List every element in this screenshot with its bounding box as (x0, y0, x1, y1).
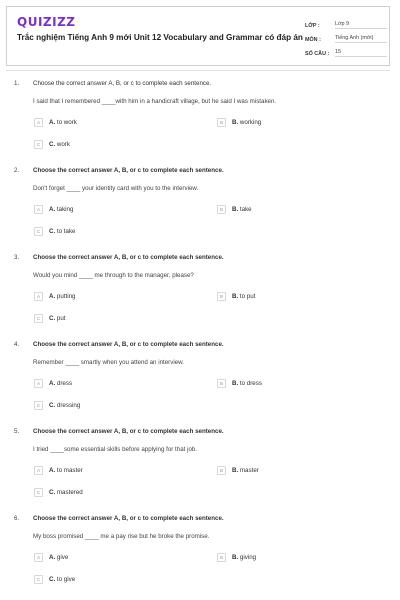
option-text: put (55, 315, 66, 322)
option-b[interactable] (217, 205, 252, 214)
question-text: I said that I remembered ____with him in a handicraft village, but he said I was mistaken. (33, 98, 277, 105)
option-text: working (238, 119, 262, 126)
option-text: dress (55, 380, 73, 387)
option-b[interactable] (217, 466, 259, 475)
option-text: dressing (55, 402, 81, 409)
question-instruction: Choose the correct answer A, B, or c to complete each sentence. (33, 515, 224, 522)
option-key: A. (49, 293, 56, 300)
meta-grade-label: LỚP : (305, 23, 320, 29)
option-text: to work (55, 119, 77, 126)
meta-grade (305, 15, 389, 29)
option-text: putting (55, 293, 76, 300)
option-key: A. (49, 119, 56, 126)
question-number: 2. (14, 167, 20, 174)
option-key: C. (49, 141, 56, 148)
option-letter-box: A (34, 553, 43, 562)
option-key: B. (232, 554, 239, 561)
option-b[interactable] (217, 292, 255, 301)
option-text: take (238, 206, 252, 213)
option-letter-box: C (34, 140, 43, 149)
question-text: Would you mind ____ me through to the manager, please? (33, 272, 194, 279)
option-text: to master (55, 467, 83, 474)
option-key: C. (49, 576, 56, 583)
option-letter-box: C (34, 401, 43, 410)
option-key: A. (49, 554, 56, 561)
option-key: C. (49, 489, 56, 496)
option-text: give (55, 554, 69, 561)
option-a[interactable] (34, 379, 72, 388)
option-text: giving (238, 554, 257, 561)
option-b[interactable] (217, 553, 256, 562)
option-c[interactable] (34, 140, 70, 149)
option-text: to take (55, 228, 76, 235)
option-letter-box: B (217, 118, 226, 127)
question-number: 1. (14, 80, 20, 87)
option-b[interactable] (217, 118, 261, 127)
option-letter-box: A (34, 466, 43, 475)
question-instruction: Choose the correct answer A, B, or c to complete each sentence. (33, 167, 224, 174)
option-letter-box: B (217, 379, 226, 388)
option-a[interactable] (34, 466, 83, 475)
option-letter-box: A (34, 205, 43, 214)
option-letter-box: C (34, 488, 43, 497)
option-text: to give (55, 576, 76, 583)
option-letter-box: A (34, 118, 43, 127)
meta-subject-value: Tiếng Anh (mới) (335, 35, 387, 43)
meta-count-value: 15 (335, 49, 387, 57)
meta-subject-label: MÔN : (305, 37, 321, 43)
option-letter-box: B (217, 553, 226, 562)
option-letter-box: B (217, 205, 226, 214)
option-text: to dress (238, 380, 262, 387)
question-instruction: Choose the correct answer A, B, or c to complete each sentence. (33, 428, 224, 435)
option-a[interactable] (34, 553, 68, 562)
question-number: 6. (14, 515, 20, 522)
meta-grade-value: Lớp 9 (335, 21, 387, 29)
option-letter-box: B (217, 292, 226, 301)
option-letter-box: A (34, 379, 43, 388)
question-number: 3. (14, 254, 20, 261)
meta-count (305, 43, 389, 57)
option-key: B. (232, 293, 239, 300)
question-number: 4. (14, 341, 20, 348)
option-letter-box: A (34, 292, 43, 301)
question-number: 5. (14, 428, 20, 435)
question-text: My boss promised ____ me a pay rise but he broke the promise. (33, 533, 210, 540)
option-key: B. (232, 119, 239, 126)
question-text: Don't forget ____ your identity card with you to the interview. (33, 185, 199, 192)
question-text: I tried ____some essential skills before applying for that job. (33, 446, 198, 453)
question-instruction: Choose the correct answer A, B, or c to complete each sentence. (33, 341, 224, 348)
option-text: master (238, 467, 259, 474)
option-c[interactable] (34, 227, 75, 236)
option-key: B. (232, 467, 239, 474)
worksheet-meta (305, 15, 389, 57)
option-key: A. (49, 206, 56, 213)
option-a[interactable] (34, 205, 73, 214)
question-instruction: Choose the correct answer A, B, or c to complete each sentence. (33, 80, 212, 87)
option-letter-box: C (34, 227, 43, 236)
header-divider (6, 70, 390, 71)
option-text: work (55, 141, 70, 148)
option-key: C. (49, 315, 56, 322)
option-key: C. (49, 228, 56, 235)
option-c[interactable] (34, 575, 75, 584)
option-key: B. (232, 206, 239, 213)
option-c[interactable] (34, 401, 80, 410)
quizizz-logo[interactable]: QUIZIZZ (17, 15, 76, 29)
meta-count-label: SỐ CÂU : (305, 51, 330, 57)
option-key: C. (49, 402, 56, 409)
option-letter-box: C (34, 575, 43, 584)
worksheet-header (6, 6, 390, 66)
question-text: Remember ____ smartly when you attend an interview. (33, 359, 184, 366)
option-c[interactable] (34, 488, 83, 497)
option-letter-box: B (217, 466, 226, 475)
option-a[interactable] (34, 118, 77, 127)
worksheet-title: Trắc nghiệm Tiếng Anh 9 mới Unit 12 Vocabulary and Grammar có đáp án (17, 33, 303, 42)
option-key: B. (232, 380, 239, 387)
question-instruction: Choose the correct answer A, B, or c to complete each sentence. (33, 254, 224, 261)
meta-subject (305, 29, 389, 43)
option-text: to put (238, 293, 256, 300)
option-a[interactable] (34, 292, 75, 301)
option-text: mastered (55, 489, 83, 496)
option-b[interactable] (217, 379, 262, 388)
option-key: A. (49, 467, 56, 474)
option-key: A. (49, 380, 56, 387)
option-text: taking (55, 206, 74, 213)
option-c[interactable] (34, 314, 66, 323)
option-letter-box: C (34, 314, 43, 323)
